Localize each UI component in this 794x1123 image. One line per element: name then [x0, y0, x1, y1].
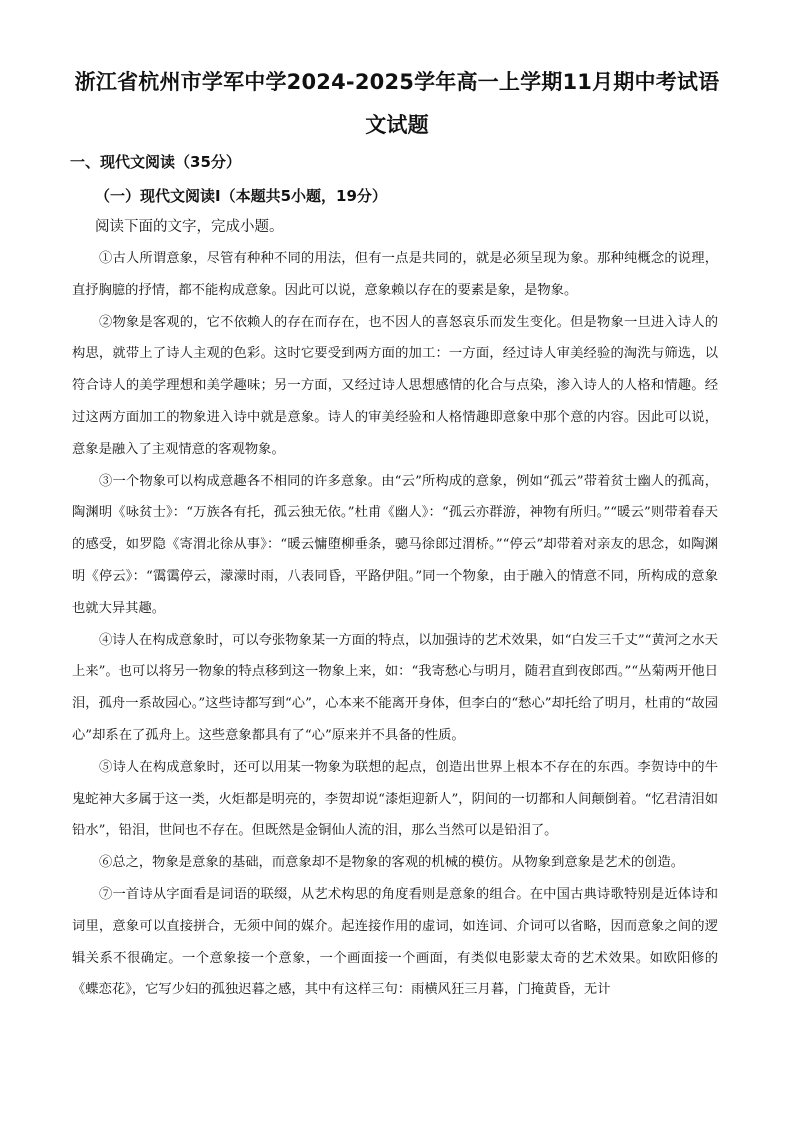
paragraph-2: ②物象是客观的，它不依赖人的存在而存在，也不因人的喜怒哀乐而发生变化。但是物象一旦进入诗人的构思，就带上了诗人主观的色彩。这时它要受到两方面的加工：一方面，经过诗人审美经验的淘洗与筛选，以符合诗人的美学理想和美学趣味；另一方面，又经过诗人思想感情的化合与点染，渗入诗人的人格和情趣。经过这两方面加工的物象进入诗中就是意象。诗人的审美经验和人格情趣即意象中那个意的内容。因此可以说，意象是融入了主观情意的客观物象。 — [72, 314, 718, 457]
section-heading: 一、现代文阅读（35分） — [70, 153, 241, 171]
paragraph-4: ④诗人在构成意象时，可以夸张物象某一方面的特点，以加强诗的艺术效果，如“白发三千丈”“黄河之水天上来”。也可以将另一物象的特点移到这一物象上来，如：“我寄愁心与明月，随君直到夜郎西。”“丛菊两开他日泪，孤舟一系故园心。”这些诗都写到“心”，心本来不能离开身体，但李白的“愁心”却托给了明月，杜甫的“故园心”却系在了孤舟上。这些意象都具有了“心”原来并不具备的性质。 — [72, 632, 718, 743]
paragraph-1: ①古人所谓意象，尽管有种种不同的用法，但有一点是共同的，就是必须呈现为象。那种纯概念的说理，直抒胸臆的抒情，都不能构成意象。因此可以说，意象赖以存在的要素是象，是物象。 — [72, 251, 718, 298]
document-title-line-2: 文试题 — [365, 113, 429, 137]
paragraph-7: ⑦一首诗从字面看是词语的联缀，从艺术构思的角度看则是意象的组合。在中国古典诗歌特别是近体诗和词里，意象可以直接拼合，无须中间的媒介。起连接作用的虚词，如连词、介词可以省略，因而意象之间的逻辑关系不很确定。一个意象接一个意象，一个画面接一个画面，有类似电影蒙太奇的艺术效果。如欧阳修的《蝶恋花》，它写少妇的孤独迟暮之感，其中有这样三句：雨横风狂三月暮，门掩黄昏，无计 — [72, 886, 718, 998]
subsection-heading: （一）现代文阅读Ⅰ（本题共5小题，19分） — [95, 187, 387, 205]
paragraph-3: ③一个物象可以构成意趣各不相同的许多意象。由“云”所构成的意象，例如“孤云”带着贫士幽人的孤高，陶渊明《咏贫士》：“万族各有托，孤云独无依。”杜甫《幽人》：“孤云亦群游，神物有所归。”“暖云”则带着春天的感受，如罗隐《寄渭北徐从事》：“暖云慵堕柳垂条，骢马徐郎过渭桥。”“停云”却带着对亲友的思念，如陶渊明《停云》：“霭霭停云，濛濛时雨，八表同昏，平路伊阻。”同一个物象，由于融入的情意不同，所构成的意象也就大异其趣。 — [72, 473, 718, 616]
reading-passage — [72, 243, 718, 1006]
paragraph-6: ⑥总之，物象是意象的基础，而意象却不是物象的客观的机械的模仿。从物象到意象是艺术的创造。 — [99, 855, 685, 871]
reading-instruction: 阅读下面的文字，完成小题。 — [95, 219, 284, 235]
document-title-line-1: 浙江省杭州市学军中学2024-2025学年高一上学期11月期中考试语 — [74, 70, 720, 94]
paragraph-5: ⑤诗人在构成意象时，还可以用某一物象为联想的起点，创造出世界上根本不存在的东西。李贺诗中的牛鬼蛇神大多属于这一类，火炬都是明亮的，李贺却说“漆炬迎新人”，阴间的一切都和人间颠倒着。“忆君清泪如铅水”，铅泪，世间也不存在。但既然是金铜仙人流的泪，那么当然可以是铅泪了。 — [72, 759, 718, 839]
